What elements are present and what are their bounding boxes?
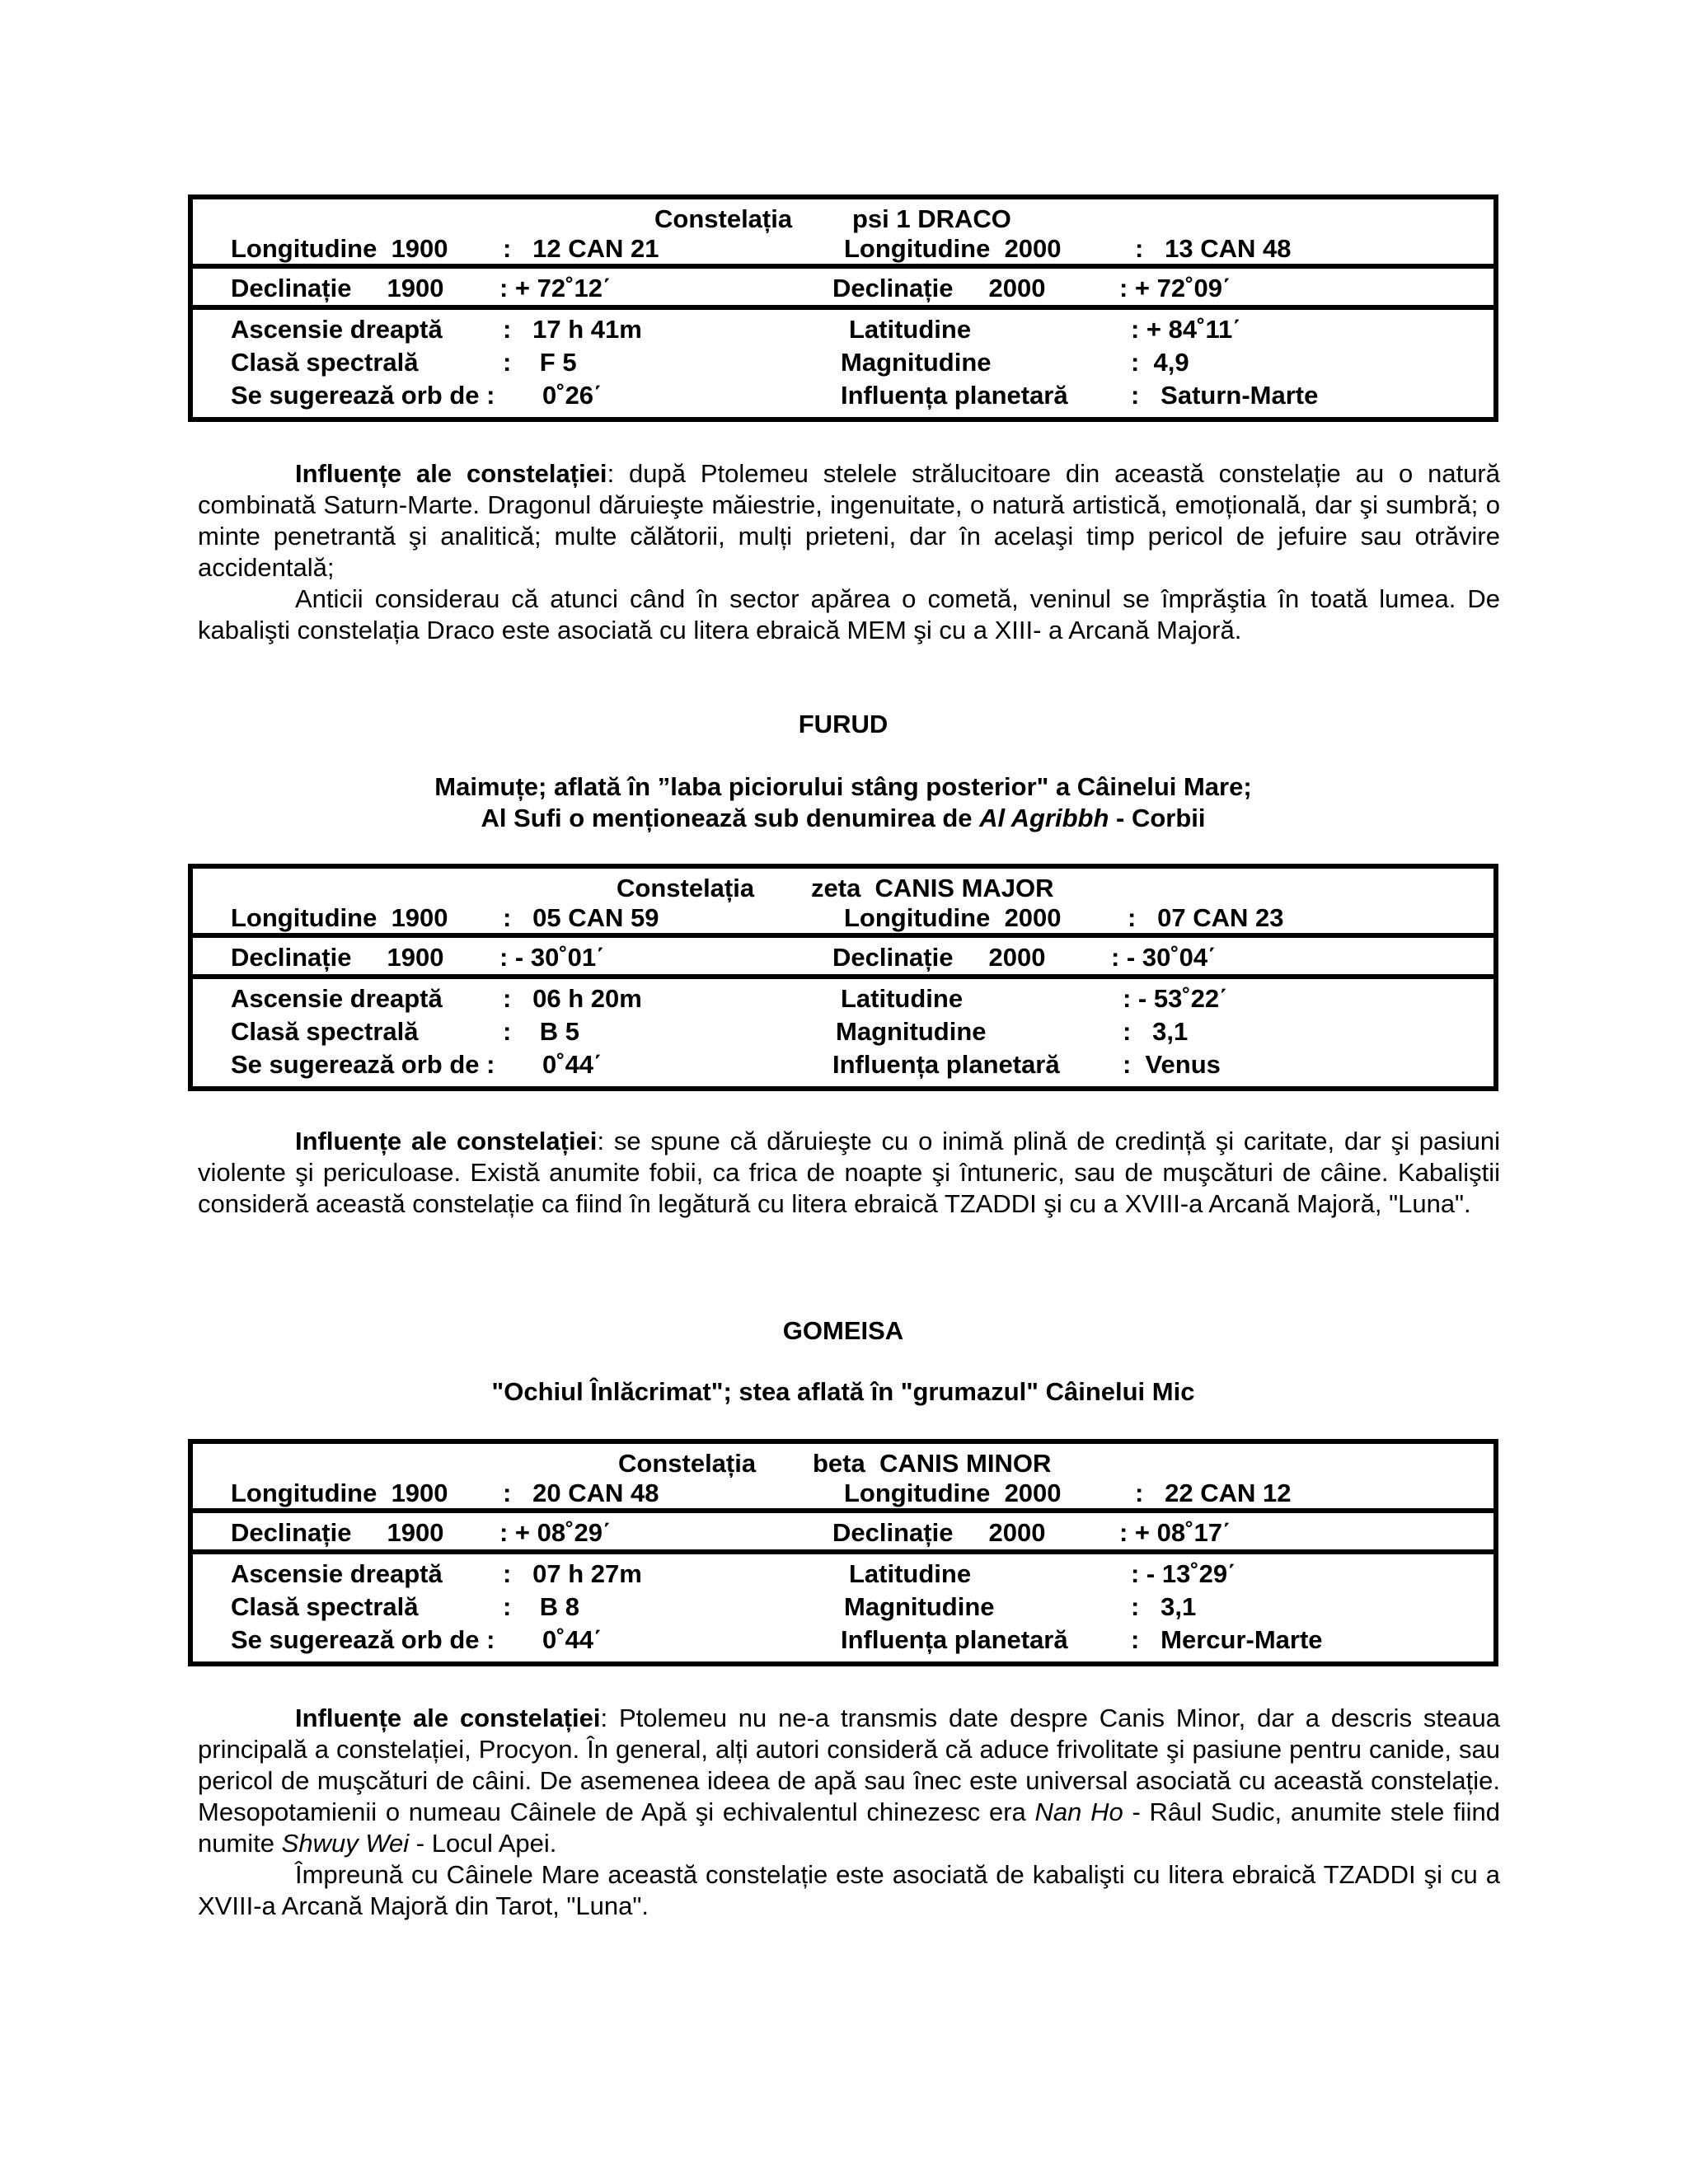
magnitude-label: Magnitudine bbox=[844, 1592, 995, 1621]
box-declination bbox=[193, 1513, 1493, 1554]
influence-text: - Locul Apei. bbox=[409, 1829, 557, 1858]
box-header bbox=[193, 1444, 1493, 1513]
planetary-influence-label: Influența planetară bbox=[832, 1050, 1060, 1079]
longitude-2000-label: Longitudine 2000 bbox=[844, 903, 1062, 932]
latitude-value: : + 84˚11΄ bbox=[1131, 315, 1241, 344]
declination-2000-value: : + 72˚09΄ bbox=[1119, 274, 1231, 302]
declination-1900-label: Declinație 1900 bbox=[231, 274, 444, 302]
declination-1900-value: : + 72˚12΄ bbox=[499, 274, 612, 302]
orb-label: Se sugerează orb de : bbox=[231, 1625, 495, 1654]
magnitude-value: : 4,9 bbox=[1131, 348, 1189, 377]
longitude-2000-value: : 07 CAN 23 bbox=[1128, 903, 1284, 932]
right-ascension-label: Ascensie dreaptă bbox=[231, 315, 443, 344]
spectral-class-label: Clasă spectrală bbox=[231, 348, 419, 377]
star-data-box-canis-minor bbox=[188, 1439, 1498, 1666]
box-header bbox=[193, 869, 1493, 938]
magnitude-label: Magnitudine bbox=[836, 1017, 987, 1046]
star-data-box-draco bbox=[188, 194, 1498, 422]
declination-1900-value: : - 30˚01΄ bbox=[499, 943, 605, 972]
longitude-1900-value: : 20 CAN 48 bbox=[503, 1479, 659, 1507]
italic-term: Nan Ho bbox=[1034, 1797, 1123, 1826]
right-ascension-value: : 06 h 20m bbox=[503, 984, 642, 1013]
declination-1900-value: : + 08˚29΄ bbox=[499, 1518, 612, 1547]
italic-term: Shwuy Wei bbox=[281, 1829, 410, 1858]
influence-text: : după Ptolemeu stelele strălucitoare din această constelație au o natură combinată Saturn-Marte. Dragonul dăruieşte măiestrie, ingenuitate, o natură artistică, emoțională, dar şi sumbră; o minte penetrantă şi analitică; multe călătorii, mulți prieteni, dar în acelaşi timp pericol de jefuire sau otrăvire accidentală; bbox=[198, 459, 1500, 582]
influence-text: : Ptolemeu nu ne-a transmis date despre Canis Minor, dar a descris steaua principală a constelației, Procyon. În general, alți autori consideră că aduce frivolitate şi pasiune pentru canide, sau pericol de muşcături de câini. De asemenea ideea de apă sau înec este universal asociată cu această constelație. Mesopotamienii o numeau Câinele de Apă şi echivalentul chinezesc era bbox=[198, 1704, 1500, 1826]
subtitle-text: - Corbii bbox=[1109, 804, 1206, 832]
latitude-label: Latitudine bbox=[849, 315, 972, 344]
right-ascension-label: Ascensie dreaptă bbox=[231, 984, 443, 1013]
latitude-value: : - 13˚29΄ bbox=[1131, 1559, 1236, 1588]
declination-2000-value: : - 30˚04΄ bbox=[1111, 943, 1217, 972]
longitude-2000-label: Longitudine 2000 bbox=[844, 234, 1062, 263]
spectral-class-value: : B 5 bbox=[503, 1017, 580, 1046]
star-subtitle-line1: Maimuțe; aflată în ”laba piciorului stâng posterior" a Câinelui Mare; bbox=[434, 772, 1252, 801]
planetary-influence-value: : Saturn-Marte bbox=[1131, 381, 1319, 410]
orb-value: 0˚26΄ bbox=[542, 381, 603, 410]
longitude-1900-label: Longitudine 1900 bbox=[231, 1479, 448, 1507]
orb-value: 0˚44΄ bbox=[542, 1625, 603, 1654]
spectral-class-value: : B 8 bbox=[503, 1592, 580, 1621]
star-subtitle-line1: "Ochiul Înlăcrimat"; stea aflată în "grumazul" Câinelui Mic bbox=[491, 1377, 1195, 1406]
influence-text: - Râul Sudic, anumite stele fiind numite bbox=[198, 1797, 1500, 1858]
longitude-2000-value: : 22 CAN 12 bbox=[1135, 1479, 1292, 1507]
box-header bbox=[193, 199, 1493, 269]
star-data-box-canis-major bbox=[188, 864, 1498, 1091]
star-title: FURUD bbox=[798, 710, 889, 738]
spectral-class-label: Clasă spectrală bbox=[231, 1592, 419, 1621]
box-properties bbox=[193, 979, 1493, 1086]
spectral-class-label: Clasă spectrală bbox=[231, 1017, 419, 1046]
right-ascension-label: Ascensie dreaptă bbox=[231, 1559, 443, 1588]
star-title: GOMEISA bbox=[782, 1316, 904, 1345]
paragraph bbox=[198, 583, 1500, 646]
constellation-name: psi 1 DRACO bbox=[852, 204, 1011, 233]
constellation-label: Constelația bbox=[618, 1449, 757, 1478]
box-declination bbox=[193, 938, 1493, 979]
orb-label: Se sugerează orb de : bbox=[231, 1050, 495, 1079]
influence-heading: Influențe ale constelației bbox=[295, 1704, 601, 1732]
spectral-class-value: : F 5 bbox=[503, 348, 577, 377]
longitude-1900-value: : 05 CAN 59 bbox=[503, 903, 659, 932]
latitude-label: Latitudine bbox=[849, 1559, 972, 1588]
influence-paragraph bbox=[198, 1703, 1500, 1859]
constellation-label: Constelația bbox=[654, 204, 793, 233]
orb-value: 0˚44΄ bbox=[542, 1050, 603, 1079]
planetary-influence-value: : Venus bbox=[1123, 1050, 1221, 1079]
influence-text: : se spune că dăruieşte cu o inimă plină de credință şi caritate, dar şi pasiuni violente şi periculoase. Există anumite fobii, ca frica de noapte şi întuneric, sau de muşcături de câine. Kabaliştii consideră această constelație ca fiind în legătură cu litera ebraică TZADDI şi cu a XVIII-a Arcană Majoră, "Luna". bbox=[198, 1127, 1500, 1218]
longitude-1900-value: : 12 CAN 21 bbox=[503, 234, 659, 263]
subtitle-italic: Al Agribbh bbox=[979, 804, 1109, 832]
constellation-label: Constelația bbox=[617, 874, 755, 902]
longitude-1900-label: Longitudine 1900 bbox=[231, 903, 448, 932]
planetary-influence-value: : Mercur-Marte bbox=[1131, 1625, 1323, 1654]
declination-1900-label: Declinație 1900 bbox=[231, 1518, 444, 1547]
box-properties bbox=[193, 1554, 1493, 1661]
planetary-influence-label: Influența planetară bbox=[841, 381, 1068, 410]
orb-label: Se sugerează orb de : bbox=[231, 381, 495, 410]
declination-1900-label: Declinație 1900 bbox=[231, 943, 444, 972]
star-subtitle-line2 bbox=[188, 803, 1498, 834]
longitude-2000-value: : 13 CAN 48 bbox=[1135, 234, 1292, 263]
constellation-name: beta CANIS MINOR bbox=[813, 1449, 1052, 1478]
constellation-name: zeta CANIS MAJOR bbox=[811, 874, 1054, 902]
paragraph-text: Împreună cu Câinele Mare această constelație este asociată de kabalişti cu litera ebraică TZADDI şi cu a XVIII-a Arcană Majoră din Tarot, "Luna". bbox=[198, 1860, 1500, 1920]
right-ascension-value: : 07 h 27m bbox=[503, 1559, 642, 1588]
influence-paragraph bbox=[198, 1126, 1500, 1220]
box-declination bbox=[193, 269, 1493, 310]
longitude-2000-label: Longitudine 2000 bbox=[844, 1479, 1062, 1507]
magnitude-label: Magnitudine bbox=[841, 348, 992, 377]
paragraph-text: Anticii considerau că atunci când în sector apărea o cometă, veninul se împrăştia în toată lumea. De kabalişti constelația Draco este asociată cu litera ebraică MEM şi cu a XIII- a Arcană Majoră. bbox=[198, 584, 1500, 644]
longitude-1900-label: Longitudine 1900 bbox=[231, 234, 448, 263]
declination-2000-label: Declinație 2000 bbox=[832, 274, 1046, 302]
subtitle-text: Al Sufi o menționează sub denumirea de bbox=[481, 804, 980, 832]
right-ascension-value: : 17 h 41m bbox=[503, 315, 642, 344]
planetary-influence-label: Influența planetară bbox=[841, 1625, 1068, 1654]
declination-2000-label: Declinație 2000 bbox=[832, 943, 1046, 972]
magnitude-value: : 3,1 bbox=[1123, 1017, 1189, 1046]
influence-heading: Influențe ale constelației bbox=[295, 459, 607, 488]
latitude-label: Latitudine bbox=[841, 984, 964, 1013]
magnitude-value: : 3,1 bbox=[1131, 1592, 1197, 1621]
declination-2000-value: : + 08˚17΄ bbox=[1119, 1518, 1231, 1547]
latitude-value: : - 53˚22΄ bbox=[1123, 984, 1228, 1013]
influence-paragraph bbox=[198, 458, 1500, 583]
box-properties bbox=[193, 310, 1493, 417]
influence-heading: Influențe ale constelației bbox=[295, 1127, 598, 1155]
declination-2000-label: Declinație 2000 bbox=[832, 1518, 1046, 1547]
paragraph bbox=[198, 1859, 1500, 1922]
